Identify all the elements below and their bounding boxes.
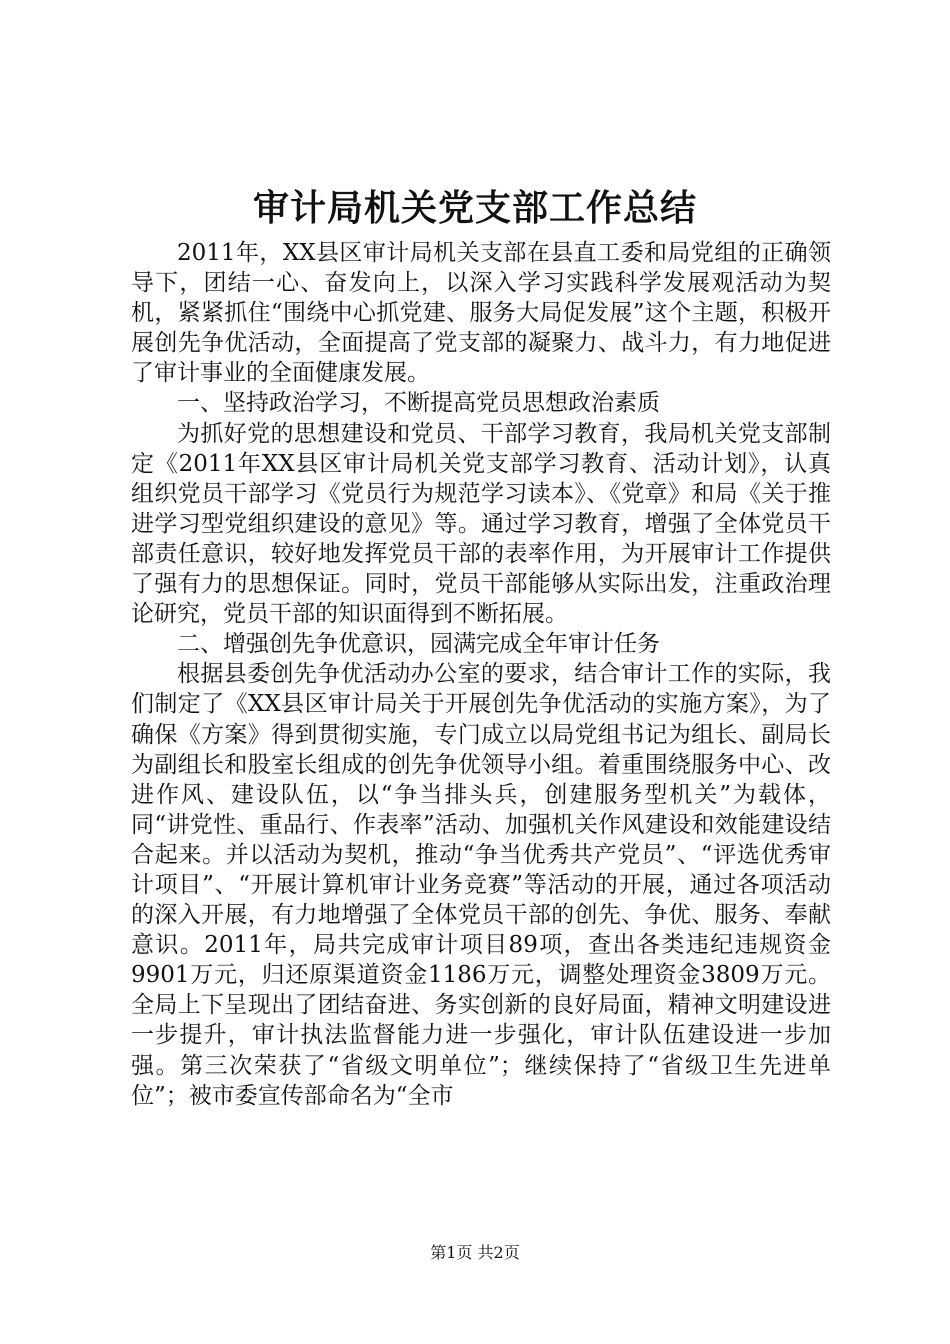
section-heading-1: 一、坚持政治学习，不断提高党员思想政治素质 xyxy=(177,390,660,417)
document-title: 审计局机关党支部工作总结 xyxy=(252,187,697,229)
section-2-paragraph: 根据县委创先争优活动办公室的要求，结合审计工作的实际，我们制定了《XX县区审计局关于开展创先争优活动的实施方案》，为了确保《方案》得到贯彻实施，专门成立以局党组书记为组长、副局长为副组长和股室长组成的创先争优领导小组。着重围绕服务中心、改进作风、建设队伍，以“争当排头兵，创建服务型机关”为载体，同“讲党性、重品行、作表率”活动、加强机关作风建设和效能建设结合起来。并以活动为契机，推动“争当优秀共产党员”、“评选优秀审计项目”、“开展计算机审计业务竞赛”等活动的开展，通过各项活动的深入开展，有力地增强了全体党员干部的创先、争优、服务、奉献意识。2011年，局共完成审计项目89项，查出各类违纪违规资金9901万元，归还原渠道资金1186万元，调整处理资金3809万元。全局上下呈现出了团结奋进、务实创新的良好局面，精神文明建设进一步提升，审计执法监督能力进一步强化，审计队伍建设进一步加强。第三次荣获了“省级文明单位”；继续保持了“省级卫生先进单位”；被市委宣传部命名为“全市 xyxy=(131,661,831,1109)
intro-paragraph: 2011年，XX县区审计局机关支部在县直工委和局党组的正确领导下，团结一心、奋发向上，以深入学习实践科学发展观活动为契机，紧紧抓住“围绕中心抓党建、服务大局促发展”这个主题，积极开展创先争优活动，全面提高了党支部的凝聚力、战斗力，有力地促进了审计事业的全面健康发展。 xyxy=(131,240,831,387)
section-heading-2: 二、增强创先争优意识，园满完成全年审计任务 xyxy=(177,631,660,658)
document-body xyxy=(131,238,831,1111)
section-1-paragraph: 为抓好党的思想建设和党员、干部学习教育，我局机关党支部制定《2011年XX县区审计局机关党支部学习教育、活动计划》，认真组织党员干部学习《党员行为规范学习读本》、《党章》和局《关于推进学习型党组织建设的意见》等。通过学习教育，增强了全体党员干部责任意识，较好地发挥党员干部的表率作用，为开展审计工作提供了强有力的思想保证。同时，党员干部能够从实际出发，注重政治理论研究，党员干部的知识面得到不断拓展。 xyxy=(131,420,831,628)
page-footer: 第1页 共2页 xyxy=(430,1243,520,1262)
